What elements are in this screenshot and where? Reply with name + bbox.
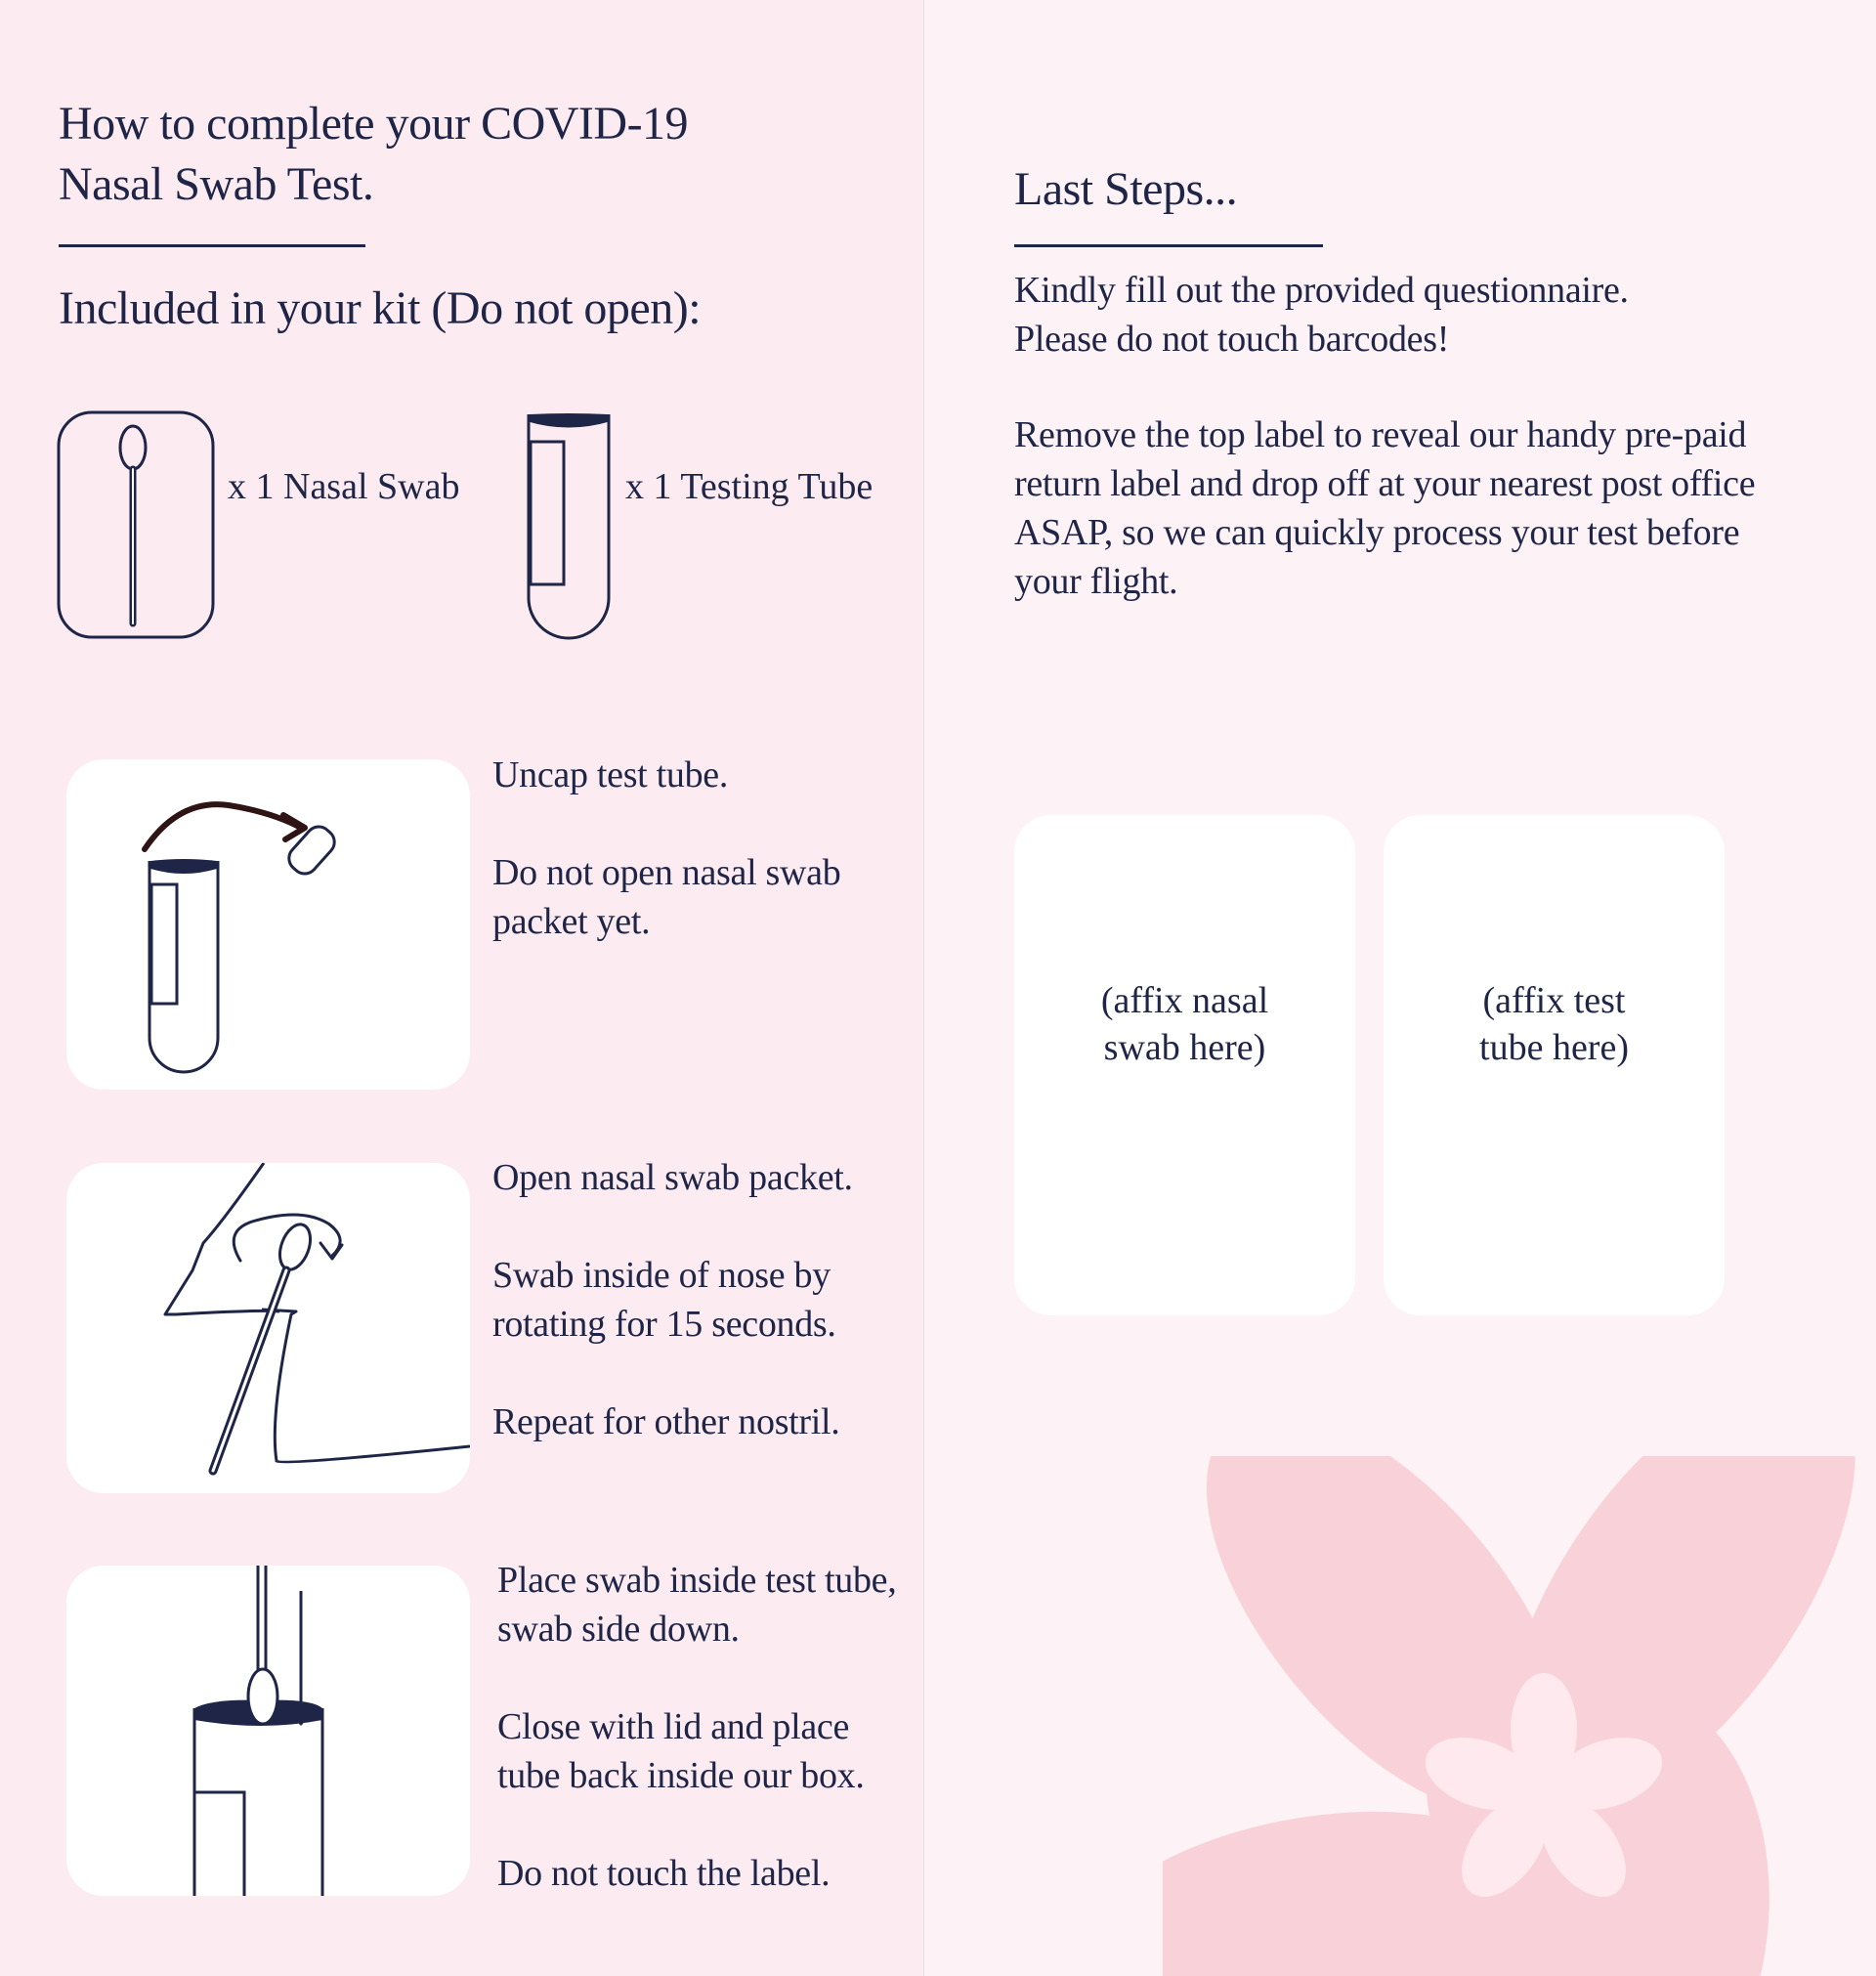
testing-tube-icon bbox=[526, 410, 612, 641]
last-steps-title: Last Steps... bbox=[1014, 163, 1238, 215]
affix-tube-text: (affix test tube here) bbox=[1479, 980, 1629, 1068]
page-title-line1: How to complete your COVID-19 bbox=[59, 98, 689, 150]
step-1-line-2: Do not open nasal swab packet yet. bbox=[492, 852, 841, 942]
affix-swab-text: (affix nasal swab here) bbox=[1100, 980, 1269, 1068]
step-1-line-1: Uncap test tube. bbox=[492, 754, 729, 795]
swab-into-tube-icon bbox=[66, 1566, 470, 1896]
step-3-line-1: Place swab inside test tube, swab side down. bbox=[497, 1560, 897, 1650]
return-instructions: Remove the top label to reveal our handy pre-paid return label and drop off at your nearest post office ASAP, so we can quickly process your test before your flight. bbox=[1014, 414, 1756, 602]
questionnaire-instructions: Kindly fill out the provided questionnaire. Please do not touch barcodes! bbox=[1014, 270, 1629, 360]
step-2-line-3: Repeat for other nostril. bbox=[492, 1401, 840, 1442]
title-underline bbox=[59, 244, 365, 247]
last-steps-underline bbox=[1014, 244, 1323, 247]
step-3-line-3: Do not touch the label. bbox=[497, 1853, 831, 1894]
page-title-line2: Nasal Swab Test. bbox=[59, 158, 374, 210]
panel-divider bbox=[923, 0, 924, 1976]
nasal-swab-icon bbox=[57, 410, 217, 641]
kit-heading: Included in your kit (Do not open): bbox=[59, 282, 702, 334]
affix-swab-area bbox=[1014, 815, 1355, 1315]
step-2-text bbox=[492, 1153, 903, 1446]
step-3-text bbox=[497, 1556, 908, 1898]
kit-item-swab-label: x 1 Nasal Swab bbox=[228, 466, 460, 507]
step-2-illustration bbox=[66, 1163, 470, 1493]
step-2-line-1: Open nasal swab packet. bbox=[492, 1157, 853, 1198]
affix-tube-area bbox=[1384, 815, 1725, 1315]
page-title bbox=[59, 94, 860, 215]
uncap-tube-icon bbox=[66, 759, 470, 1090]
swab-nose-icon bbox=[66, 1163, 470, 1493]
kit-item-tube-label: x 1 Testing Tube bbox=[625, 466, 874, 507]
flower-decoration bbox=[1163, 1456, 1876, 1976]
step-1-illustration bbox=[66, 759, 470, 1090]
step-1-text bbox=[492, 751, 903, 946]
step-3-line-2: Close with lid and place tube back inside our box. bbox=[497, 1706, 865, 1796]
step-2-line-2: Swab inside of nose by rotating for 15 seconds. bbox=[492, 1255, 836, 1345]
step-3-illustration bbox=[66, 1566, 470, 1896]
